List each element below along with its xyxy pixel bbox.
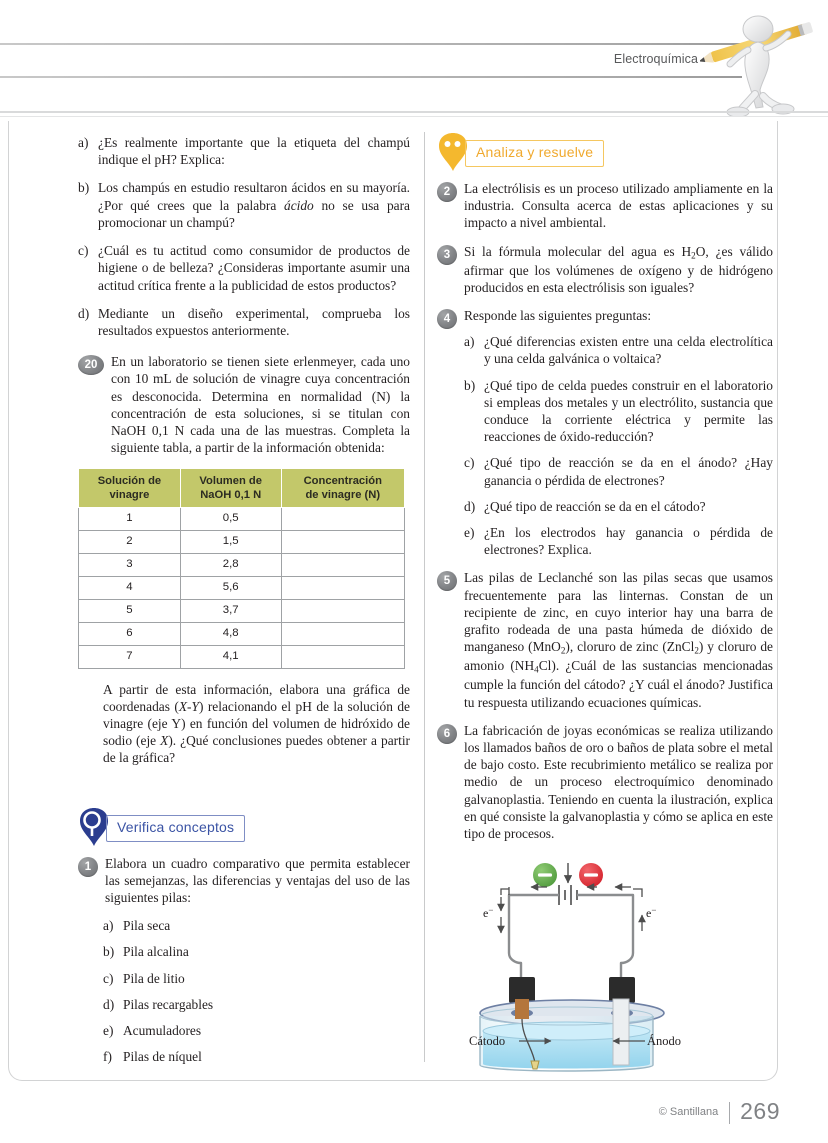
left-column xyxy=(78,134,410,1075)
list-item xyxy=(464,377,773,446)
list-text: Pila de litio xyxy=(123,970,185,986)
list-text: Mediante un diseño experimental, comprueba los resultados expuestos anteriormente. xyxy=(98,305,410,338)
exercise-3 xyxy=(437,243,773,296)
exercise-text xyxy=(464,243,773,296)
list-marker: a) xyxy=(103,918,114,934)
exercise-5 xyxy=(437,569,773,710)
list-marker: b) xyxy=(464,377,476,393)
exercise-number: 5 xyxy=(437,571,457,591)
cell-volume: 1,5 xyxy=(180,530,281,553)
page-footer xyxy=(659,1098,780,1125)
table-row xyxy=(79,576,405,599)
cell-concentration[interactable] xyxy=(281,530,404,553)
electron-label-right: e− xyxy=(646,905,657,921)
cell-volume: 3,7 xyxy=(180,599,281,622)
list-marker: d) xyxy=(78,305,90,321)
list-marker: c) xyxy=(103,970,114,986)
list-marker: e) xyxy=(464,525,475,541)
exercise-number: 6 xyxy=(437,724,457,744)
subscript-2: 2 xyxy=(691,249,696,260)
cathode-label: Cátodo xyxy=(469,1034,506,1049)
cell-concentration[interactable] xyxy=(281,507,404,530)
cell-solution: 7 xyxy=(79,645,181,668)
exercise-6 xyxy=(437,722,773,843)
exercise-text-part1: Si la fórmula molecular del agua es H xyxy=(464,243,692,259)
cell-solution: 2 xyxy=(79,530,181,553)
header-divider-thick xyxy=(0,111,828,113)
table-body xyxy=(79,507,405,668)
exercise-number-badge xyxy=(437,724,459,741)
cell-solution: 5 xyxy=(79,599,181,622)
list-text: ¿Qué diferencias existen entre una celda electrolítica y una celda galvánica o voltaica? xyxy=(484,334,773,367)
list-item xyxy=(464,333,773,367)
table-header-cell: Concentración de vinagre (N) xyxy=(281,468,404,507)
section-analiza-y-resuelve xyxy=(437,136,773,170)
exercise-text: Responde las siguientes preguntas: xyxy=(464,308,652,324)
list-text: Acumuladores xyxy=(123,1023,202,1039)
cell-volume: 4,1 xyxy=(180,645,281,668)
list-marker: a) xyxy=(464,334,475,350)
list-item xyxy=(103,1048,410,1065)
jewel-object xyxy=(531,1061,539,1069)
list-marker: b) xyxy=(78,180,90,196)
list-item xyxy=(78,305,410,339)
cell-solution: 6 xyxy=(79,622,181,645)
list-text: ¿Qué tipo de celda puedes construir en el laboratorio si empleas dos metales y un electrólito, sustancia que conduce la corriente eléctrica y permite las reacciones de óxido-reducción? xyxy=(484,377,773,445)
list-text: ¿Cuál es tu actitud como consumidor de productos de higiene o de belleza? ¿Consideras importante asumir una actitud crítica frente a la publicidad de estos productos? xyxy=(98,243,410,293)
cell-volume: 5,6 xyxy=(180,576,281,599)
after-table-paragraph: A partir de esta información, elabora una gráfica de coordenadas (X-Y) relacionando el pH de la solución de vinagre (eje Y) en función del volumen de hidróxido de sodio (eje X). ¿Qué conclusiones puedes obtener a partir de la gráfica? xyxy=(103,681,410,766)
list-item xyxy=(464,454,773,488)
cell-concentration[interactable] xyxy=(281,622,404,645)
right-column xyxy=(437,134,773,1078)
table-row xyxy=(79,645,405,668)
table-header-cell: Volumen de NaOH 0,1 N xyxy=(180,468,281,507)
exercise-number: 20 xyxy=(78,355,104,375)
exercise-number: 1 xyxy=(78,857,98,877)
section-label: Verifica conceptos xyxy=(106,815,245,842)
exercise-text: En un laboratorio se tienen siete erlenmeyer, cada uno con 10 mL de solución de vinagre cuya concentración es desconocida. Determina en normalidad (N) la concentración de esta soluciones, si se titulan con NaOH 0,1 N cada una de las muestras. Completa la siguiente tabla, a partir de la información obtenida: xyxy=(111,354,410,456)
list-item xyxy=(78,179,410,231)
exercise-4 xyxy=(437,307,773,326)
axis-y-label: Y xyxy=(191,698,199,714)
anode-rod xyxy=(613,999,629,1065)
exercise-20 xyxy=(78,353,410,456)
table-row xyxy=(79,530,405,553)
pila-options-list xyxy=(103,917,410,1065)
cell-solution: 3 xyxy=(79,553,181,576)
copyright-text: © Santillana xyxy=(658,1106,719,1118)
cell-solution: 1 xyxy=(79,507,181,530)
table-header-cell: Solución de vinagre xyxy=(79,468,181,507)
battery-symbol xyxy=(559,885,577,905)
anode-label: Ánodo xyxy=(647,1034,682,1049)
table-row xyxy=(79,553,405,576)
exercise-number-badge xyxy=(78,857,100,874)
list-text: ¿Qué tipo de reacción se da en el cátodo? xyxy=(484,498,706,514)
exercise-number: 2 xyxy=(437,182,457,202)
exercise-number-badge xyxy=(437,571,459,588)
table-row xyxy=(79,622,405,645)
list-item xyxy=(464,498,773,515)
text-p1: Las pilas de Leclanché son las pilas secas que usamos frecuentemente para las linternas. Constan de un recipiente de zinc, en cuyo interior hay una barra de grafito rodeada de una pasta húmeda de dióxido de manganeso (MnO xyxy=(464,570,773,655)
subscript-mno2: 2 xyxy=(560,645,566,656)
list-marker: c) xyxy=(464,455,475,471)
exercise-1 xyxy=(78,855,410,907)
list-text: Los champús en estudio resultaron ácidos en su mayoría. ¿Por qué crees que la palabra ácido no se usa para promocionar un champú? xyxy=(98,180,410,230)
exercise-number-badge xyxy=(78,355,106,372)
list-marker: b) xyxy=(103,944,115,960)
page-header xyxy=(0,0,828,122)
cell-concentration[interactable] xyxy=(281,576,404,599)
list-item xyxy=(103,970,410,987)
subscript-nh4cl: 4 xyxy=(534,664,539,675)
list-text: ¿Qué tipo de reacción se da en el ánodo? ¿Hay ganancia o pérdida de electrones? xyxy=(484,455,773,488)
list-marker: d) xyxy=(464,498,476,514)
list-marker: a) xyxy=(78,135,89,150)
italic-term: ácido xyxy=(284,197,314,213)
list-item xyxy=(103,943,410,960)
list-item xyxy=(78,134,410,168)
exercise-text-part2: O, ¿es válido afirmar que los volúmenes de oxígeno y de hidrógeno producidos en esta electrólisis son iguales? xyxy=(464,243,773,295)
list-text: Pilas de níquel xyxy=(123,1049,202,1065)
list-marker: d) xyxy=(103,996,115,1012)
mascot-with-pencil-icon xyxy=(700,12,828,116)
exercise-number-badge xyxy=(437,182,459,199)
cell-volume: 2,8 xyxy=(180,553,281,576)
cell-concentration[interactable] xyxy=(281,599,404,622)
exercise-text: La electrólisis es un proceso utilizado ampliamente en la industria. Consulta acerca de estas aplicaciones y su impacto a nivel ambiental. xyxy=(464,181,773,231)
header-divider-thin xyxy=(0,116,828,117)
text-p4: Cl). ¿Cuál de las sustancias mencionadas cumple la función del cátodo? ¿Y cuál el ánodo? Justifica tu respuesta utilizando ecuaciones químicas. xyxy=(464,658,773,710)
list-item xyxy=(103,1022,410,1039)
electroplating-diagram xyxy=(447,853,747,1078)
page-number: 269 xyxy=(740,1098,780,1124)
cell-concentration[interactable] xyxy=(281,553,404,576)
list-item xyxy=(103,917,410,934)
header-title: Electroquímica xyxy=(613,52,698,66)
axis-x-label: X xyxy=(178,698,188,714)
list-text: ¿Es realmente importante que la etiqueta del champú indique el pH? Explica: xyxy=(98,135,410,168)
footer-divider xyxy=(729,1102,730,1124)
electron-label-left: e− xyxy=(483,905,494,921)
cell-volume: 4,8 xyxy=(180,622,281,645)
list-text: Pilas recargables xyxy=(123,996,214,1012)
list-text: Pila alcalina xyxy=(123,944,189,960)
header-rule-bottom xyxy=(0,76,742,78)
table-header-row xyxy=(79,468,405,507)
cell-concentration[interactable] xyxy=(281,645,404,668)
list-item xyxy=(78,242,410,294)
table-row xyxy=(79,507,405,530)
list-marker: e) xyxy=(103,1023,114,1039)
axis-x-ref: X xyxy=(160,733,169,749)
table-row xyxy=(79,599,405,622)
exercise-text xyxy=(464,569,773,710)
text-p2: ), cloruro de zinc (ZnCl xyxy=(565,639,695,655)
vinegar-table xyxy=(78,468,405,669)
list-marker: c) xyxy=(78,243,89,259)
list-text: ¿En los electrodos hay ganancia o pérdida de electrones? Explica. xyxy=(484,525,773,558)
subscript-zncl2: 2 xyxy=(694,645,699,656)
exercise-4-options xyxy=(464,333,773,558)
list-item xyxy=(103,996,410,1013)
exercise-number-badge xyxy=(437,309,459,326)
cell-solution: 4 xyxy=(79,576,181,599)
list-text: Pila seca xyxy=(123,918,171,934)
list-item xyxy=(464,524,773,558)
exercise-text: Elabora un cuadro comparativo que permita establecer las semejanzas, las diferencias y ventajas del uso de las siguientes pilas: xyxy=(105,855,410,906)
cell-volume: 0,5 xyxy=(180,507,281,530)
cathode-rod xyxy=(515,999,529,1019)
exercise-number-badge xyxy=(437,245,459,262)
section-label: Analiza y resuelve xyxy=(465,140,604,167)
section-verifica-conceptos xyxy=(78,811,410,845)
list-marker: f) xyxy=(103,1049,112,1065)
text-p3: ) y cloruro de amonio (NH xyxy=(464,639,773,674)
column-divider xyxy=(424,132,425,1062)
exercise-number: 4 xyxy=(437,309,457,329)
exercise-text: La fabricación de joyas económicas se realiza utilizando los llamados baños de oro o baños de plata sobre el metal de bajo costo. Este recubrimiento metálico se realiza por medio de un proceso electroquímico denominado galvanoplastia. Teniendo en cuenta la ilustración, explica en qué consiste la galvanoplastia y cómo se aplica en este tipo de procesos. xyxy=(464,722,773,842)
exercise-number: 3 xyxy=(437,245,457,265)
header-rule-top xyxy=(0,43,742,45)
exercise-2 xyxy=(437,180,773,232)
